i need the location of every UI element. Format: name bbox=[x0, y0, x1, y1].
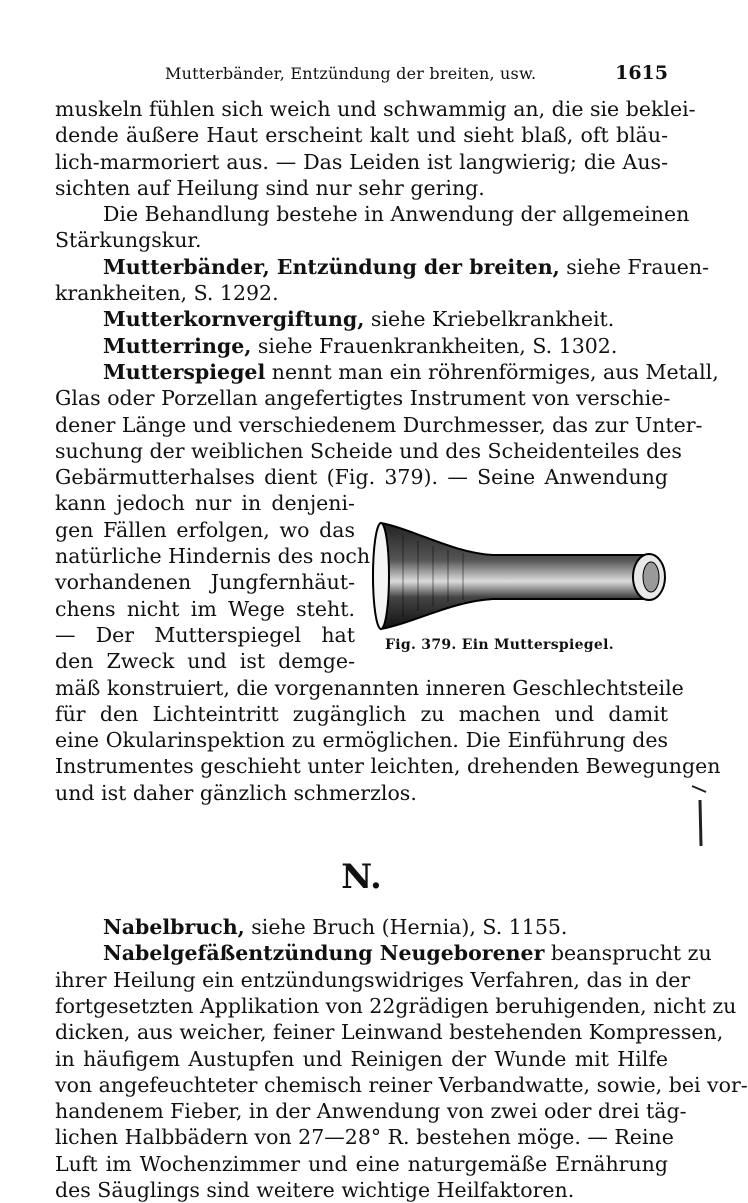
margin-pencil-mark-icon bbox=[688, 782, 712, 852]
entry-lemma: Nabelbruch, bbox=[103, 915, 245, 940]
text-line: Glas oder Porzellan angefertigtes Instrument von verschie- bbox=[55, 386, 671, 411]
text-line: den Zweck und ist demge- bbox=[55, 649, 355, 674]
entry-lemma: Mutterringe, bbox=[103, 333, 252, 358]
text-line: dener Länge und verschiedenem Durchmesser, das zur Unter- bbox=[55, 412, 703, 437]
entry-mutterkornvergiftung bbox=[55, 306, 668, 332]
entry-nabelgefaessentzuendung bbox=[55, 940, 712, 966]
entry-nabelbruch bbox=[55, 914, 668, 940]
text-line: mäß konstruiert, die vorgenannten inneren Geschlechtsteile bbox=[55, 675, 684, 700]
text-line: dicken, aus weicher, feiner Leinwand bestehenden Kompressen, bbox=[55, 1020, 724, 1045]
text-line: suchung der weiblichen Scheide und des Scheidenteiles des bbox=[55, 438, 682, 463]
entry-lemma: Mutterspiegel bbox=[103, 359, 266, 384]
text-line: und ist daher gänzlich schmerzlos. bbox=[55, 780, 417, 805]
running-title: Mutterbänder, Entzündung der breiten, usw. bbox=[165, 64, 537, 83]
text-line: vorhandenen Jungfernhäut- bbox=[55, 570, 355, 595]
entry-lemma: Mutterkornvergiftung, bbox=[103, 307, 365, 332]
text-line: lich-marmoriert aus. — Das Leiden ist langwierig; die Aus- bbox=[55, 149, 668, 174]
text-line: lichen Halbbädern von 27—28° R. bestehen möge. — Reine bbox=[55, 1125, 674, 1150]
text-line: muskeln fühlen sich weich und schwammig an, die sie beklei- bbox=[55, 97, 696, 121]
text-line: gen Fällen erfolgen, wo das bbox=[55, 517, 355, 542]
text-line: krankheiten, S. 1292. bbox=[55, 281, 279, 306]
text-line: chens nicht im Wege steht. bbox=[55, 596, 355, 621]
page-header bbox=[55, 60, 668, 96]
text-line: des Säuglings sind weitere wichtige Heilfaktoren. bbox=[55, 1177, 575, 1202]
entry-mutterspiegel bbox=[55, 359, 719, 385]
text-line: dende äußere Haut erscheint kalt und sieht blaß, oft bläu- bbox=[55, 123, 668, 148]
entry-text: beansprucht zu bbox=[544, 941, 712, 966]
entry-lemma: Mutterbänder, Entzündung der breiten, bbox=[103, 254, 560, 279]
text-line: Luft im Wochenzimmer und eine naturgemäße Ernährung bbox=[55, 1151, 668, 1176]
section-letter: N. bbox=[341, 857, 382, 898]
book-page bbox=[55, 60, 748, 1203]
page-number: 1615 bbox=[615, 62, 668, 84]
entry-text: siehe Bruch (Hernia), S. 1155. bbox=[244, 915, 568, 940]
entry-mutterringe bbox=[55, 333, 668, 359]
entry-text: siehe Kriebelkrankheit. bbox=[364, 307, 615, 332]
entry-mutterbaender bbox=[55, 254, 710, 280]
text-line: eine Okularinspektion zu ermöglichen. Die Einführung des bbox=[55, 728, 668, 753]
text-line: — Der Mutterspiegel hat bbox=[55, 622, 355, 647]
entry-text: siehe Frauen- bbox=[559, 254, 710, 279]
figure-caption: Fig. 379. Ein Mutterspiegel. bbox=[385, 637, 614, 653]
text-line: Stärkungskur. bbox=[55, 228, 202, 253]
text-line: Die Behandlung bestehe in Anwendung der allgemeinen bbox=[103, 202, 690, 227]
text-line: von angefeuchteter chemisch reiner Verbandwatte, sowie, bei vor- bbox=[55, 1072, 748, 1097]
entry-text: siehe Frauenkrankheiten, S. 1302. bbox=[251, 333, 618, 358]
text-line: sichten auf Heilung sind nur sehr gering. bbox=[55, 175, 485, 200]
text-line: kann jedoch nur in denjeni- bbox=[55, 491, 355, 516]
text-line: ihrer Heilung ein entzündungswidriges Verfahren, das in der bbox=[55, 967, 691, 992]
speculum-illustration-icon bbox=[373, 515, 673, 635]
entry-lemma: Nabelgefäßentzündung Neugeborener bbox=[103, 941, 545, 966]
text-line: handenem Fieber, in der Anwendung von zwei oder drei täg- bbox=[55, 1099, 687, 1124]
text-line: Gebärmutterhalses dient (Fig. 379). — Seine Anwendung bbox=[55, 465, 668, 490]
text-line: natürliche Hindernis des noch bbox=[55, 544, 371, 569]
text-line: Instrumentes geschieht unter leichten, drehenden Bewegungen bbox=[55, 754, 721, 779]
text-line: in häufigem Austupfen und Reinigen der Wunde mit Hilfe bbox=[55, 1046, 668, 1071]
text-line: fortgesetzten Applikation von 22grädigen beruhigenden, nicht zu bbox=[55, 993, 737, 1018]
entry-text: nennt man ein röhrenförmiges, aus Metall, bbox=[265, 359, 719, 384]
text-line: für den Lichteintritt zugänglich zu machen und damit bbox=[55, 701, 668, 726]
